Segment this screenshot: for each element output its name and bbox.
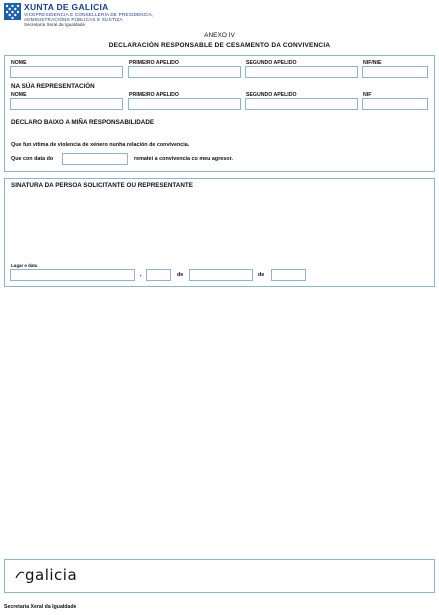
rep-nif-label: NIF <box>363 92 372 98</box>
document-title: DECLARACIÓN RESPONSABLE DE CESAMENTO DA CONVIVENCIA <box>108 42 331 49</box>
cessation-date-field[interactable] <box>62 153 128 165</box>
rep-segundo-apelido-label: SEGUNDO APELIDO <box>246 92 297 98</box>
place-field[interactable] <box>10 269 135 281</box>
place-date-label: Lugar e data <box>11 263 38 268</box>
department-name: Secretaría Xeral da Igualdade <box>24 22 86 27</box>
galicia-brand: galicia <box>25 566 78 584</box>
primeiro-apelido-field[interactable] <box>128 66 241 78</box>
date-prefix: Que con data do <box>11 156 54 162</box>
rep-primeiro-apelido-label: PRIMEIRO APELIDO <box>129 92 179 98</box>
nome-label: NOME <box>11 60 27 66</box>
segundo-apelido-field[interactable] <box>245 66 358 78</box>
rep-primeiro-apelido-field[interactable] <box>128 98 241 110</box>
representation-heading: NA SÚA REPRESENTACIÓN <box>11 83 95 90</box>
org-line-1: VICEPRESIDENCIA E CONSELLERÍA DE PRESIDENCIA, <box>24 12 154 17</box>
xunta-logo-icon <box>4 3 21 20</box>
rep-nome-field[interactable] <box>10 98 123 110</box>
declaration-heading: DECLARO BAIXO A MIÑA RESPONSABILIDADE <box>11 119 155 126</box>
comma-separator: , <box>140 272 142 278</box>
nif-nie-label: NIF/NIE <box>363 60 382 66</box>
nif-nie-field[interactable] <box>362 66 428 78</box>
date-suffix: rematei a convivencia co meu agresor. <box>134 156 233 162</box>
de-separator-1: de <box>177 272 184 278</box>
primeiro-apelido-label: PRIMEIRO APELIDO <box>129 60 179 66</box>
rep-nif-field[interactable] <box>362 98 428 110</box>
month-field[interactable] <box>189 269 253 281</box>
declaration-statement: Que fun vítima de violencia de xénero nunha relación de convivencia. <box>11 142 190 148</box>
segundo-apelido-label: SEGUNDO APELIDO <box>246 60 297 66</box>
annex-label: ANEXO IV <box>204 32 235 39</box>
rep-nome-label: NOME <box>11 92 27 98</box>
de-separator-2: de <box>258 272 265 278</box>
day-field[interactable] <box>146 269 171 281</box>
footer-secretariat: Secretaría Xeral da Igualdade <box>4 604 77 610</box>
signature-heading: SINATURA DA PERSOA SOLICITANTE OU REPRESENTANTE <box>11 182 193 189</box>
year-field[interactable] <box>271 269 306 281</box>
org-name: XUNTA DE GALICIA <box>24 2 109 12</box>
org-line-2: ADMINISTRACIÓNS PÚBLICAS E XUSTIZA <box>24 17 123 22</box>
nome-field[interactable] <box>10 66 123 78</box>
rep-segundo-apelido-field[interactable] <box>245 98 358 110</box>
